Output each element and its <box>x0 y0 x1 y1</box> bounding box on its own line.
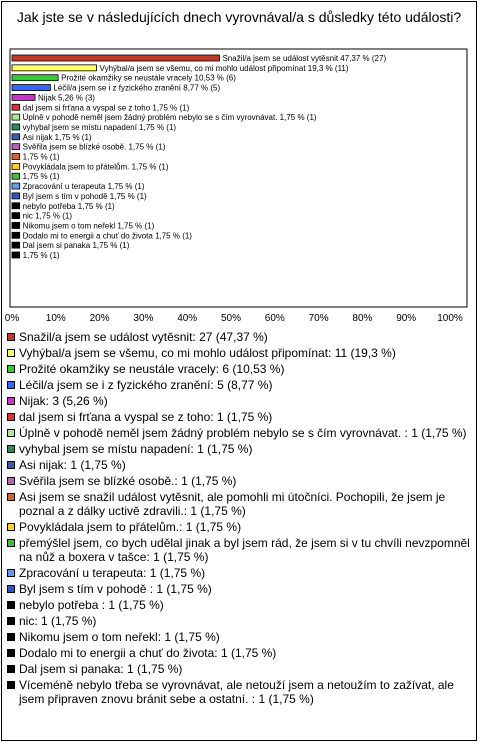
bar-label-18: Nikomu jsem o tom neřekl 1,75 % (1) <box>22 221 155 231</box>
bar-label-15: Byl jsem s tím v pohodě 1,75 % (1) <box>22 191 147 201</box>
legend-item <box>6 394 474 408</box>
bar-18 <box>12 222 20 228</box>
legend-swatch <box>7 397 15 405</box>
chart-title: Jak jste se v následujících dnech vyrovnával/a s důsledky této události? <box>16 9 462 25</box>
legend-label: Úplně v pohodě neměl jsem žádný problém nebylo se s čím vyrovnávat. : 1 (1,75 %) <box>19 426 467 440</box>
x-tick-label: 70% <box>308 313 329 324</box>
bar-14 <box>12 183 20 189</box>
x-axis-ticks <box>5 313 463 324</box>
legend-label: Povykládala jsem to přátelům.: 1 (1,75 %) <box>19 520 242 534</box>
bar-11 <box>12 154 20 160</box>
legend-item <box>6 536 474 564</box>
bar-label-4: Léčil/a jsem se i z fyzického zranění 8,77 % (5) <box>53 83 221 93</box>
bar-17 <box>12 213 20 219</box>
legend-label: Dal jsem si panaka: 1 (1,75 %) <box>19 662 183 676</box>
legend-swatch <box>7 333 15 341</box>
x-tick-label: 30% <box>133 313 154 324</box>
legend-item <box>6 378 474 392</box>
legend-item <box>6 362 474 376</box>
legend-item <box>6 598 474 612</box>
bar-label-2: Vyhýbal/a jsem se všemu, co mi mohlo událost připomínat 19,3 % (11) <box>99 63 349 73</box>
bar-20 <box>12 242 20 248</box>
legend-label: Vyhýbal/a jsem se všemu, co mi mohlo událost připomínat: 11 (19,3 %) <box>19 346 396 360</box>
bar-label-11: 1,75 % (1) <box>22 152 60 162</box>
legend-swatch <box>7 493 15 501</box>
legend-item <box>6 474 474 488</box>
legend-label: Byl jsem s tím v pohodě : 1 (1,75 %) <box>19 582 212 596</box>
bar-label-9: Asi nijak 1,75 % (1) <box>22 132 92 142</box>
bar-12 <box>12 163 20 169</box>
bar-19 <box>12 232 20 238</box>
bar-label-3: Prožité okamžiky se neustále vracely 10,53 % (6) <box>61 73 236 83</box>
legend-label: Víceméně nebylo třeba se vyrovnávat, ale netouží jsem a netoužím to zažívat, ale jsem připraven znovu bránit sebe a ostatní. : 1 (1,75 %) <box>19 678 454 706</box>
legend-swatch <box>7 649 15 657</box>
bar-10 <box>12 144 20 150</box>
bar-label-10: Svěřila jsem se blízké osobě. 1,75 % (1) <box>22 142 166 152</box>
x-tick-label: 60% <box>264 313 285 324</box>
bar-label-1: Snažil/a jsem se událost vytěsnit 47,37 % (27) <box>222 54 387 63</box>
legend-label: Svěřila jsem se blízké osobě.: 1 (1,75 %) <box>19 474 237 488</box>
legend-swatch <box>7 523 15 531</box>
legend-item <box>6 346 474 360</box>
bar-2 <box>12 65 97 71</box>
legend-swatch <box>7 365 15 373</box>
bar-6 <box>12 104 20 110</box>
legend-label: Léčil/a jsem se i z fyzického zranění: 5 (8,77 %) <box>19 378 273 392</box>
bar-label-20: Dal jsem si panaka 1,75 % (1) <box>22 241 130 251</box>
bar-label-14: Zpracování u terapeuta 1,75 % (1) <box>22 182 145 192</box>
legend-label: Nikomu jsem o tom neřekl: 1 (1,75 %) <box>19 630 220 644</box>
legend-swatch <box>7 569 15 577</box>
legend-label: Nijak: 3 (5,26 %) <box>19 394 108 408</box>
legend-label: Prožité okamžiky se neustále vracely: 6 (10,53 %) <box>19 362 285 376</box>
bar-8 <box>12 124 20 130</box>
legend-label: Asi jsem se snažil událost vytěsnit, ale pomohli mi útočníci. Pochopili, že jsem je poznal a z dálky uctivě zdravili.: 1 (1,75 %) <box>19 490 446 518</box>
legend-label: nebylo potřeba : 1 (1,75 %) <box>19 598 164 612</box>
legend-item <box>6 490 474 518</box>
bar-label-6: dal jsem si frťana a vyspal se z toho 1,75 % (1) <box>22 103 190 113</box>
legend-item <box>6 442 474 456</box>
x-tick-label: 80% <box>352 313 373 324</box>
bar-13 <box>12 173 20 179</box>
x-tick-label: 100% <box>437 313 463 324</box>
x-tick-label: 10% <box>45 313 66 324</box>
legend-swatch <box>7 445 15 453</box>
bar-label-16: nebylo potřeba 1,75 % (1) <box>22 201 115 211</box>
legend-label: Dodalo mi to energii a chuť do života: 1 (1,75 %) <box>19 646 277 660</box>
x-tick-label: 0% <box>4 313 20 324</box>
x-tick-label: 90% <box>396 313 417 324</box>
legend-swatch <box>7 381 15 389</box>
legend-swatch <box>7 429 15 437</box>
legend-item <box>6 426 474 440</box>
legend-item <box>6 678 474 706</box>
bar-label-8: vyhybal jsem se místu napadení 1,75 % (1) <box>22 122 177 132</box>
legend-swatch <box>7 633 15 641</box>
bar-9 <box>12 134 20 140</box>
legend-swatch <box>7 585 15 593</box>
legend-label: Snažil/a jsem se událost vytěsnit: 27 (47,37 %) <box>19 330 268 344</box>
legend-swatch <box>7 539 15 547</box>
bar-label-21: 1,75 % (1) <box>22 251 60 260</box>
bar-label-7: Úplně v pohodě neměl jsem žádný problém nebylo se s čím vyrovnávat. 1,75 % (1) <box>22 113 317 123</box>
legend-item <box>6 410 474 424</box>
bar-1 <box>12 55 219 61</box>
legend-swatch <box>7 413 15 421</box>
legend-item <box>6 646 474 660</box>
bar-15 <box>12 193 20 199</box>
legend-label: vyhybal jsem se místu napadení: 1 (1,75 %) <box>19 442 253 456</box>
bar-21 <box>12 252 20 258</box>
x-tick-label: 50% <box>220 313 242 324</box>
legend-item <box>6 630 474 644</box>
legend-swatch <box>7 681 15 689</box>
x-tick-label: 20% <box>89 313 110 324</box>
legend-swatch <box>7 617 15 625</box>
legend-item <box>6 330 474 344</box>
bar-16 <box>12 203 20 209</box>
legend-swatch <box>7 461 15 469</box>
legend-swatch <box>7 601 15 609</box>
bar-4 <box>12 85 50 91</box>
legend-item <box>6 582 474 596</box>
legend-item <box>6 458 474 472</box>
bar-label-17: nic 1,75 % (1) <box>22 211 73 221</box>
legend-label: nic: 1 (1,75 %) <box>19 614 97 628</box>
legend-label: Asi nijak: 1 (1,75 %) <box>19 458 126 472</box>
x-tick-label: 40% <box>177 313 198 324</box>
legend-label: přemýšlel jsem, co bych udělal jinak a byl jsem rád, že jsem si v tu chvíli nevzpomněl na nůž a boxera v tašce: 1 (1,75 %) <box>19 536 470 564</box>
legend-item <box>6 662 474 676</box>
legend-swatch <box>7 349 15 357</box>
legend <box>6 330 474 708</box>
bar-5 <box>12 94 35 100</box>
legend-item <box>6 614 474 628</box>
bar-3 <box>12 75 58 81</box>
legend-swatch <box>7 477 15 485</box>
bar-label-13: 1,75 % (1) <box>22 172 60 182</box>
legend-swatch <box>7 665 15 673</box>
bar-label-19: Dodalo mi to energii a chuť do života 1,75 % (1) <box>22 231 192 241</box>
bar-chart <box>0 0 480 330</box>
legend-label: dal jsem si frťana a vyspal se z toho: 1 (1,75 %) <box>19 410 273 424</box>
bar-label-12: Povykládala jsem to přátelům. 1,75 % (1) <box>22 162 169 172</box>
bar-7 <box>12 114 20 120</box>
legend-item <box>6 520 474 534</box>
bar-label-5: Nijak 5,26 % (3) <box>38 93 95 103</box>
legend-item <box>6 566 474 580</box>
legend-label: Zpracování u terapeuta: 1 (1,75 %) <box>19 566 206 580</box>
